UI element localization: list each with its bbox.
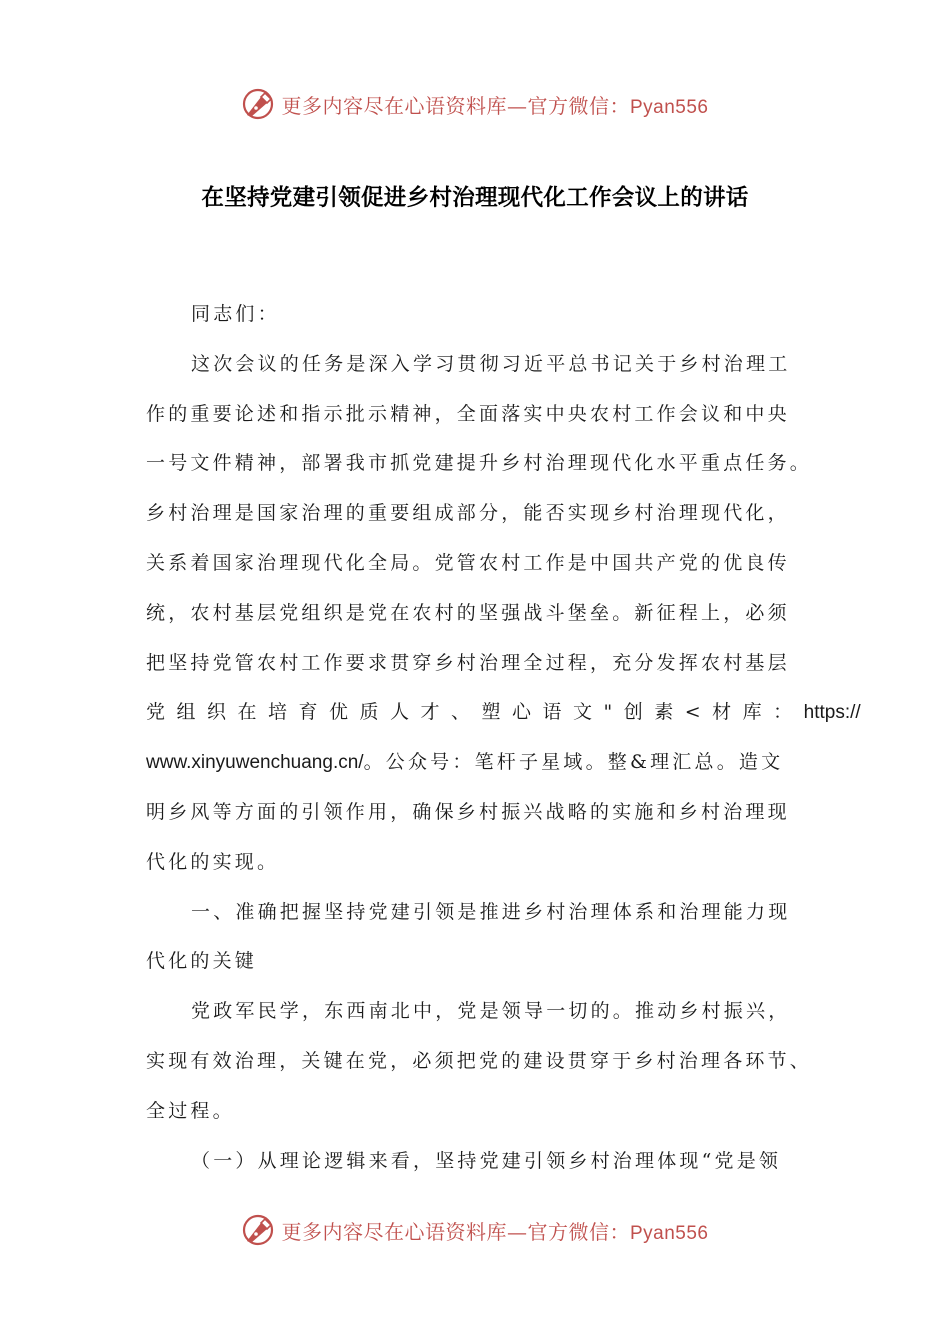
body-line: 代化的实现。 xyxy=(146,850,280,873)
body-line: 关系着国家治理现代化全局。党管农村工作是中国共产党的优良传 xyxy=(146,551,790,574)
body-line-segment: 。公众号：笔杆子星域。整&理汇总。造文 xyxy=(363,751,784,774)
body-line-segment: 党组织在培育优质人才、塑心语文"创素<材库： xyxy=(146,701,804,724)
pen-nib-logo-icon xyxy=(241,87,275,121)
body-line: 党政军民学，东西南北中，党是领导一切的。推动乡村振兴， xyxy=(191,1000,791,1023)
body-line: 乡村治理是国家治理的重要组成部分，能否实现乡村治理现代化， xyxy=(146,502,790,525)
url-fragment: https:// xyxy=(803,702,861,724)
watermark-wechat-label: 官方微信： xyxy=(527,93,630,118)
section-heading: 一、准确把握坚持党建引领是推进乡村治理体系和治理能力现 xyxy=(191,900,791,923)
watermark-dash: — xyxy=(506,93,528,118)
body-line: 把坚持党管农村工作要求贯穿乡村治理全过程，充分发挥农村基层 xyxy=(146,651,790,674)
document-body xyxy=(146,290,861,1186)
pen-nib-logo-icon xyxy=(241,1213,275,1247)
body-line: 同志们： xyxy=(191,303,280,325)
body-line xyxy=(146,738,806,788)
body-line: 实现有效治理，关键在党，必须把党的建设贯穿于乡村治理各环节、 xyxy=(146,1049,813,1072)
watermark-main-text: 更多内容尽在心语资料库 xyxy=(281,1219,507,1244)
watermark-text xyxy=(281,1216,708,1245)
header-watermark-banner xyxy=(0,82,950,126)
document-title: 在坚持党建引领促进乡村治理现代化工作会议上的讲话 xyxy=(201,185,749,211)
url-fragment: www.xinyuwenchuang.cn/ xyxy=(146,752,364,774)
watermark-wechat-handle: Pyan556 xyxy=(629,1222,709,1244)
footer-watermark-banner xyxy=(0,1208,950,1252)
body-line: 明乡风等方面的引领作用，确保乡村振兴战略的实施和乡村治理现 xyxy=(146,800,790,823)
body-line: 这次会议的任务是深入学习贯彻习近平总书记关于乡村治理工 xyxy=(191,352,791,375)
subsection-heading: （一）从理论逻辑来看，坚持党建引领乡村治理体现“党是领 xyxy=(191,1149,782,1172)
body-line: 全过程。 xyxy=(146,1099,235,1122)
body-line: 作的重要论述和指示批示精神，全面落实中央农村工作会议和中央 xyxy=(146,402,790,425)
watermark-wechat-label: 官方微信： xyxy=(527,1219,630,1244)
section-heading-continued: 代化的关键 xyxy=(146,950,258,973)
body-line: 统，农村基层党组织是党在农村的坚强战斗堡垒。新征程上，必须 xyxy=(146,601,790,624)
body-line xyxy=(146,688,861,738)
watermark-wechat-handle: Pyan556 xyxy=(629,96,709,118)
watermark-text xyxy=(281,90,708,119)
watermark-main-text: 更多内容尽在心语资料库 xyxy=(281,93,507,118)
body-line: 一号文件精神，部署我市抓党建提升乡村治理现代化水平重点任务。 xyxy=(146,452,813,475)
watermark-dash: — xyxy=(506,1219,528,1244)
